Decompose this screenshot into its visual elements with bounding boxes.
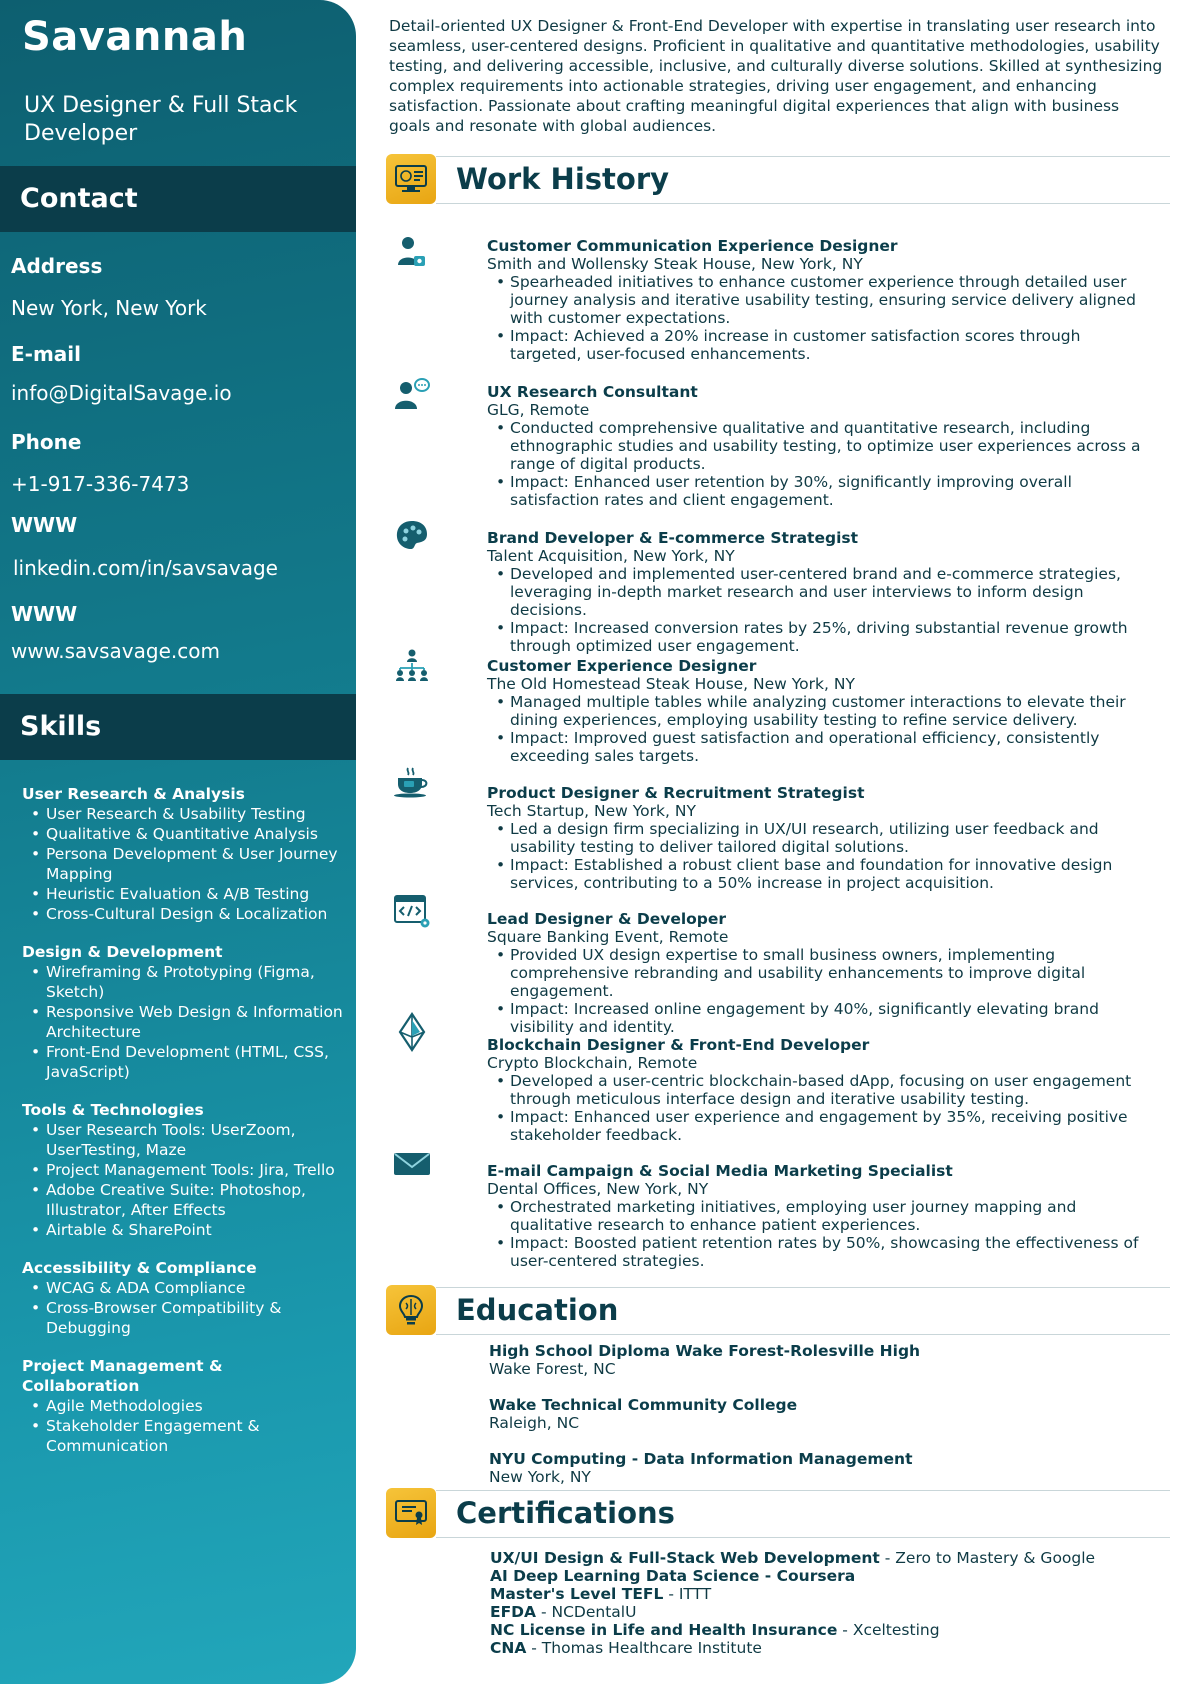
skill-item: • Adobe Creative Suite: Photoshop, Illustrator, After Effects	[22, 1180, 344, 1220]
ethereum-icon	[392, 1012, 432, 1052]
job-bullet: • Orchestrated marketing initiatives, employing user journey mapping and qualitative research to enhance patient experiences.	[487, 1198, 1142, 1234]
coffee-cup-icon	[392, 762, 432, 802]
education-title: Education	[456, 1293, 619, 1327]
skill-item: • Persona Development & User Journey Mapping	[22, 844, 344, 884]
skill-group	[22, 942, 344, 1082]
job-entry	[487, 1162, 1142, 1270]
education-entry	[489, 1450, 1129, 1486]
skill-item: • Cross-Cultural Design & Localization	[22, 904, 344, 924]
sidebar	[0, 0, 356, 1684]
work-history-header	[386, 154, 1170, 206]
education-place: Raleigh, NC	[489, 1414, 580, 1432]
email-link[interactable]: info@DigitalSavage.io	[11, 381, 232, 405]
org-chart-icon	[392, 645, 432, 685]
job-bullet: • Impact: Enhanced user experience and engagement by 35%, receiving positive stakeholder feedback.	[487, 1108, 1142, 1144]
certification-name: UX/UI Design & Full-Stack Web Development	[490, 1549, 880, 1567]
skill-group-title: Accessibility & Compliance	[22, 1259, 257, 1277]
candidate-name: Savannah	[22, 14, 248, 60]
website-link[interactable]: www.savsavage.com	[11, 639, 220, 663]
job-entry	[487, 1036, 1142, 1144]
job-bullet: • Conducted comprehensive qualitative and quantitative research, including ethnographic studies and usability testing, to optimize user experiences across a range of digital products.	[487, 419, 1142, 473]
professional-summary: Detail-oriented UX Designer & Front-End Developer with expertise in translating user research into seamless, user-centered designs. Proficient in qualitative and quantitative methodologies, usability testing, and delivering accessible, inclusive, and culturally diverse solutions. Skilled at synthesizing complex requirements into actionable strategies, driving user engagement, and enhancing satisfaction. Passionate about crafting meaningful digital experiences that align with business goals and resonate with global audiences.	[389, 17, 1163, 135]
skill-item: • Qualitative & Quantitative Analysis	[22, 824, 344, 844]
job-title: Blockchain Designer & Front-End Developer	[487, 1036, 870, 1054]
job-entry	[487, 657, 1142, 765]
www-label-1: WWW	[11, 513, 78, 537]
certification-item	[490, 1549, 1150, 1567]
job-bullet: • Provided UX design expertise to small business owners, implementing comprehensive rebranding and usability enhancements to improve digital engagement.	[487, 946, 1142, 1000]
job-title: Customer Communication Experience Designer	[487, 237, 898, 255]
job-bullet: • Managed multiple tables while analyzing customer interactions to elevate their dining experiences, employing usability testing to refine service delivery.	[487, 693, 1142, 729]
job-entry	[487, 383, 1142, 509]
job-title: Customer Experience Designer	[487, 657, 757, 675]
job-bullet: • Impact: Increased online engagement by 40%, significantly elevating brand visibility and identity.	[487, 1000, 1142, 1036]
skill-item: • WCAG & ADA Compliance	[22, 1278, 344, 1298]
job-organization: GLG, Remote	[487, 401, 590, 419]
certification-item	[490, 1621, 1150, 1639]
job-bullet: • Impact: Improved guest satisfaction and operational efficiency, consistently exceeding sales targets.	[487, 729, 1142, 765]
certificate-icon	[386, 1488, 436, 1538]
certification-issuer: - ITTT	[663, 1585, 712, 1603]
certification-name: CNA	[490, 1639, 527, 1657]
job-bullet: • Impact: Established a robust client base and foundation for innovative design services, contributing to a 50% increase in project acquisition.	[487, 856, 1142, 892]
job-bullet: • Led a design firm specializing in UX/UI research, utilizing user feedback and usability testing to deliver tailored digital solutions.	[487, 820, 1142, 856]
job-organization: Dental Offices, New York, NY	[487, 1180, 709, 1198]
code-window-icon	[392, 891, 432, 931]
job-bullet: • Developed and implemented user-centered brand and e-commerce strategies, leveraging in-depth market research and user interviews to inform design decisions.	[487, 565, 1142, 619]
certifications-title: Certifications	[456, 1496, 675, 1530]
skill-group-title: Tools & Technologies	[22, 1101, 204, 1119]
certification-item	[490, 1639, 1150, 1657]
job-organization: Smith and Wollensky Steak House, New York, NY	[487, 255, 863, 273]
job-entry	[487, 529, 1142, 655]
certification-item	[490, 1585, 1150, 1603]
skill-item: • Responsive Web Design & Information Architecture	[22, 1002, 344, 1042]
www-label-2: WWW	[11, 602, 78, 626]
monitor-icon	[386, 154, 436, 204]
linkedin-link[interactable]: linkedin.com/in/savsavage	[13, 556, 278, 580]
certification-name: NC License in Life and Health Insurance	[490, 1621, 838, 1639]
certification-item	[490, 1567, 1150, 1585]
certification-issuer: - Xceltesting	[837, 1621, 940, 1639]
certification-issuer: - Zero to Mastery & Google	[879, 1549, 1096, 1567]
job-organization: Tech Startup, New York, NY	[487, 802, 696, 820]
envelope-icon	[392, 1144, 432, 1184]
job-entry	[487, 784, 1142, 892]
job-title: Product Designer & Recruitment Strategist	[487, 784, 865, 802]
job-organization: Crypto Blockchain, Remote	[487, 1054, 698, 1072]
phone-value[interactable]: +1-917-336-7473	[11, 472, 190, 496]
education-place: New York, NY	[489, 1468, 591, 1486]
skill-group	[22, 1100, 344, 1240]
certifications-list	[490, 1549, 1150, 1657]
skill-item: • Wireframing & Prototyping (Figma, Sketch)	[22, 962, 344, 1002]
certifications-header	[386, 1488, 1170, 1540]
job-entry	[487, 237, 1142, 363]
certification-item	[490, 1603, 1150, 1621]
certification-issuer: - NCDentalU	[536, 1603, 637, 1621]
skill-item: • Front-End Development (HTML, CSS, JavaScript)	[22, 1042, 344, 1082]
skill-group-title: Design & Development	[22, 943, 223, 961]
work-history-title: Work History	[456, 162, 670, 196]
education-title-text: NYU Computing - Data Information Management	[489, 1450, 913, 1468]
education-title-text: Wake Technical Community College	[489, 1396, 798, 1414]
candidate-title: UX Designer & Full Stack Developer	[24, 93, 298, 146]
job-title: Brand Developer & E-commerce Strategist	[487, 529, 859, 547]
certification-name: AI Deep Learning Data Science - Coursera	[490, 1567, 856, 1585]
job-organization: Square Banking Event, Remote	[487, 928, 729, 946]
job-bullet: • Impact: Achieved a 20% increase in customer satisfaction scores through targeted, user-focused enhancements.	[487, 327, 1142, 363]
certification-name: EFDA	[490, 1603, 537, 1621]
skill-item: • Project Management Tools: Jira, Trello	[22, 1160, 344, 1180]
job-title: UX Research Consultant	[487, 383, 698, 401]
skill-item: • User Research & Usability Testing	[22, 804, 344, 824]
skill-item: • Cross-Browser Compatibility & Debugging	[22, 1298, 344, 1338]
job-bullet: • Impact: Enhanced user retention by 30%, significantly improving overall satisfaction rates and client engagement.	[487, 473, 1142, 509]
email-label: E-mail	[11, 342, 82, 366]
education-entry	[489, 1396, 1129, 1432]
job-bullet: • Spearheaded initiatives to enhance customer experience through detailed user journey analysis and iterative usability testing, ensuring service delivery aligned with customer expectations.	[487, 273, 1142, 327]
education-entry	[489, 1342, 1129, 1378]
certification-name: Master's Level TEFL	[490, 1585, 664, 1603]
certification-issuer: - Thomas Healthcare Institute	[526, 1639, 762, 1657]
skill-group-title: User Research & Analysis	[22, 785, 245, 803]
job-bullet: • Impact: Increased conversion rates by 25%, driving substantial revenue growth through optimized user engagement.	[487, 619, 1142, 655]
job-organization: The Old Homestead Steak House, New York, NY	[487, 675, 855, 693]
skills-list	[22, 784, 344, 1474]
job-entry	[487, 910, 1142, 1036]
skill-group	[22, 784, 344, 924]
education-place: Wake Forest, NC	[489, 1360, 616, 1378]
phone-label: Phone	[11, 430, 82, 454]
education-title-text: High School Diploma Wake Forest-Rolesville High	[489, 1342, 921, 1360]
address-value: New York, New York	[11, 296, 207, 320]
job-bullet: • Developed a user-centric blockchain-based dApp, focusing on user engagement through meticulous interface design and iterative usability testing.	[487, 1072, 1142, 1108]
job-organization: Talent Acquisition, New York, NY	[487, 547, 735, 565]
palette-icon	[392, 515, 432, 555]
skills-heading: Skills	[0, 694, 356, 760]
skill-item: • Airtable & SharePoint	[22, 1220, 344, 1240]
skill-item: • User Research Tools: UserZoom, UserTesting, Maze	[22, 1120, 344, 1160]
job-title: E-mail Campaign & Social Media Marketing Specialist	[487, 1162, 953, 1180]
user-chat-icon	[392, 374, 432, 414]
skill-item: • Agile Methodologies	[22, 1396, 344, 1416]
job-title: Lead Designer & Developer	[487, 910, 727, 928]
brain-bulb-icon	[386, 1285, 436, 1335]
skill-group	[22, 1258, 344, 1338]
skill-group-title: Project Management & Collaboration	[22, 1357, 223, 1395]
address-label: Address	[11, 254, 103, 278]
skill-item: • Stakeholder Engagement & Communication	[22, 1416, 344, 1456]
contact-heading: Contact	[0, 166, 356, 232]
skill-group	[22, 1356, 344, 1456]
user-badge-icon	[392, 232, 432, 272]
job-bullet: • Impact: Boosted patient retention rates by 50%, showcasing the effectiveness of user-centered strategies.	[487, 1234, 1142, 1270]
skill-item: • Heuristic Evaluation & A/B Testing	[22, 884, 344, 904]
education-header	[386, 1285, 1170, 1337]
